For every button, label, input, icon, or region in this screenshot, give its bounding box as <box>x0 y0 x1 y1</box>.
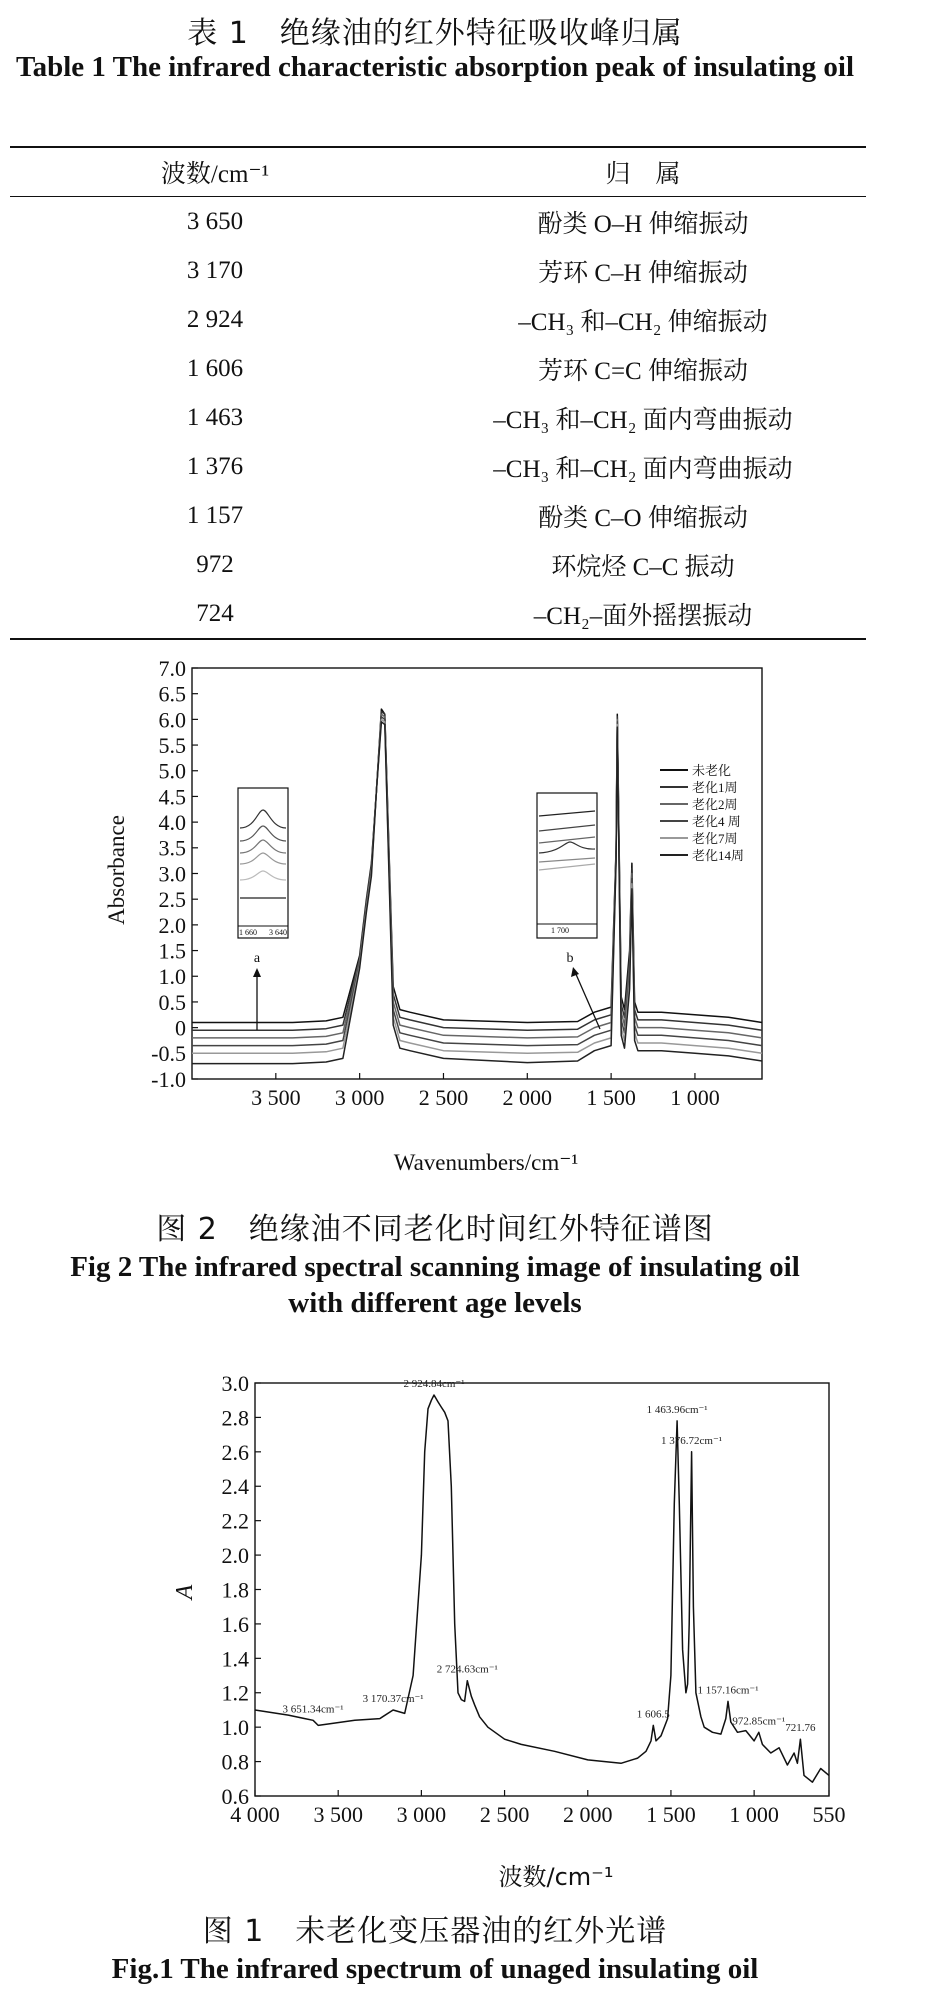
inset-a-arrowhead <box>253 968 261 977</box>
wavenumber-cell: 724 <box>10 589 420 639</box>
y-tick-label: 5.5 <box>158 732 186 758</box>
fig2-caption-zh: 图 2 绝缘油不同老化时间红外特征谱图 <box>156 1212 714 1247</box>
y-tick-label: 1.4 <box>221 1646 249 1672</box>
y-tick-label: 3.0 <box>221 1370 249 1396</box>
inset-a <box>238 788 288 1030</box>
assignment-cell: –CH₂–面外摇摆振动 <box>420 589 866 639</box>
y-tick-label: 3.5 <box>158 835 186 861</box>
table-row <box>10 442 866 491</box>
x-tick-label: 1 000 <box>670 1085 720 1110</box>
x-tick-label: 4 000 <box>230 1802 280 1827</box>
assignment-cell: 酚类 C–O 伸缩振动 <box>538 504 748 532</box>
assignment-cell: –CH₃ 和–CH₂ 面内弯曲振动 <box>493 455 793 483</box>
aging-spectra-chart <box>0 640 932 1200</box>
peak-label: 2 924.84cm⁻¹ <box>403 1378 465 1391</box>
y-tick-label: 4.5 <box>158 784 186 810</box>
y-tick-label: 2.0 <box>221 1543 249 1569</box>
peak-label: 1 606.5 <box>636 1708 670 1721</box>
inset-b-label: b <box>566 951 574 966</box>
inset-b-tick: 1 700 <box>551 926 569 935</box>
peak-label: 721.76 <box>785 1722 816 1735</box>
peak-label: 1 376.72cm⁻¹ <box>661 1434 723 1447</box>
assignment-cell: 芳环 C–H 伸缩振动 <box>538 259 748 287</box>
x-tick-label: 550 <box>812 1802 846 1827</box>
wavenumber-cell: 972 <box>196 550 234 578</box>
table-row <box>10 393 866 442</box>
inset-a-tick: 1 660 <box>239 928 257 937</box>
table-row <box>10 246 866 295</box>
y-tick-label: 2.5 <box>158 887 186 913</box>
x-tick-label: 3 000 <box>334 1085 385 1110</box>
x-tick-label: 1 500 <box>646 1802 696 1827</box>
y-tick-label: 1.2 <box>221 1680 249 1706</box>
legend-label: 老化4 周 <box>692 814 741 829</box>
y-tick-label: 1.5 <box>158 938 186 964</box>
absorption-peak-table <box>10 146 866 640</box>
y-tick-label: 0.5 <box>158 989 186 1015</box>
assignment-cell: 芳环 C=C 伸缩振动 <box>538 357 748 385</box>
inset-b-arrowhead <box>571 967 579 977</box>
x-tick-label: 3 500 <box>313 1802 363 1827</box>
x-tick-label: 2 500 <box>479 1802 530 1827</box>
y-axis-label: Absorbance <box>104 815 129 925</box>
table-row <box>10 589 866 639</box>
plot-frame <box>255 1383 829 1796</box>
x-tick-label: 3 000 <box>396 1802 447 1827</box>
x-tick-label: 1 500 <box>586 1085 636 1110</box>
y-tick-label: 2.0 <box>158 912 186 938</box>
table-row <box>10 540 866 589</box>
assignment-cell: –CH₃ 和–CH₂ 伸缩振动 <box>518 308 768 336</box>
y-tick-label: 4.0 <box>158 810 186 836</box>
y-tick-label: 6.0 <box>158 707 186 733</box>
y-tick-label: 1.0 <box>221 1715 249 1741</box>
inset-a-label: a <box>253 951 261 966</box>
plot-area <box>255 1383 829 1796</box>
legend-label: 老化1周 <box>692 780 738 795</box>
wavenumber-cell: 1 376 <box>186 452 244 480</box>
wavenumber-cell: 1 157 <box>186 501 244 529</box>
peak-label: 3 651.34cm⁻¹ <box>282 1703 344 1716</box>
wavenumber-cell: 3 650 <box>186 207 244 235</box>
peak-label: 2 724.63cm⁻¹ <box>436 1663 498 1676</box>
y-tick-label: 3.0 <box>158 861 186 887</box>
y-tick-label: 1.8 <box>221 1577 249 1603</box>
table-caption-en: Table 1 The infrared characteristic absorption peak of insulating oil <box>15 51 855 83</box>
legend-label: 老化14周 <box>692 848 745 863</box>
table-row <box>10 295 866 344</box>
table-row <box>10 197 866 247</box>
y-tick-label: 2.2 <box>221 1508 249 1534</box>
assignment-cell: 环烷烃 C–C 振动 <box>551 553 735 581</box>
fig2-caption-en-line1: Fig 2 The infrared spectral scanning image of insulating oil <box>70 1251 800 1283</box>
table-caption-zh: 表 1 绝缘油的红外特征吸收峰归属 <box>187 16 683 51</box>
y-tick-label: 2.4 <box>221 1474 249 1500</box>
column-header-wavenumber: 波数/cm⁻¹ <box>10 147 420 197</box>
y-tick-label: 1.6 <box>221 1611 249 1637</box>
peak-annotations <box>283 1378 816 1734</box>
y-tick-label: 1.0 <box>158 964 186 990</box>
peak-label: 1 157.16cm⁻¹ <box>697 1684 759 1697</box>
x-axis-label: Wavenumbers/cm⁻¹ <box>393 1150 579 1175</box>
y-tick-label: 0.8 <box>221 1749 249 1775</box>
y-tick-label: 2.8 <box>221 1405 249 1431</box>
table-row <box>10 491 866 540</box>
fig2-caption-en-line2: with different age levels <box>288 1287 582 1319</box>
peak-label: 972.85cm⁻¹ <box>732 1715 786 1728</box>
peak-label: 1 463.96cm⁻¹ <box>646 1403 708 1416</box>
y-tick-label: -0.5 <box>151 1041 186 1067</box>
column-header-assignment: 归 属 <box>420 147 866 197</box>
inset-b-frame <box>537 793 597 938</box>
table-row <box>10 344 866 393</box>
legend-label: 未老化 <box>692 763 732 778</box>
fig1-caption-zh: 图 1 未老化变压器油的红外光谱 <box>202 1914 668 1949</box>
assignment-cell: –CH₃ 和–CH₂ 面内弯曲振动 <box>493 406 793 434</box>
y-tick-label: 7.0 <box>158 655 186 681</box>
inset-b <box>537 793 600 1029</box>
wavenumber-cell: 1 606 <box>186 354 244 382</box>
x-tick-label: 3 500 <box>251 1085 301 1110</box>
x-axis-label: 波数/cm⁻¹ <box>498 1863 614 1891</box>
y-tick-label: 5.0 <box>158 758 186 784</box>
unaged-oil-spectrum-chart <box>0 1360 932 1900</box>
x-tick-label: 2 500 <box>418 1085 469 1110</box>
x-tick-label: 2 000 <box>502 1085 553 1110</box>
wavenumber-cell: 1 463 <box>186 403 244 431</box>
y-tick-label: -1.0 <box>151 1066 186 1092</box>
legend <box>660 763 744 863</box>
y-tick-label: 0 <box>175 1015 186 1041</box>
legend-label: 老化7周 <box>692 831 738 846</box>
y-tick-label: 2.6 <box>221 1439 249 1465</box>
y-axis-label: A <box>172 1584 198 1600</box>
y-tick-label: 6.5 <box>158 681 186 707</box>
inset-a-tick: 3 640 <box>269 928 287 937</box>
wavenumber-cell: 2 924 <box>186 305 244 333</box>
fig1-caption-en: Fig.1 The infrared spectrum of unaged insulating oil <box>111 1953 759 1985</box>
x-tick-label: 1 000 <box>729 1802 779 1827</box>
legend-label: 老化2周 <box>692 797 738 812</box>
x-tick-label: 2 000 <box>563 1802 613 1827</box>
peak-label: 3 170.37cm⁻¹ <box>362 1692 424 1705</box>
assignment-cell: 酚类 O–H 伸缩振动 <box>537 210 749 238</box>
y-tick-label: 0.6 <box>221 1783 249 1809</box>
axis-ticks <box>222 1371 846 1827</box>
table-header-row <box>10 147 866 197</box>
wavenumber-cell: 3 170 <box>186 256 244 284</box>
